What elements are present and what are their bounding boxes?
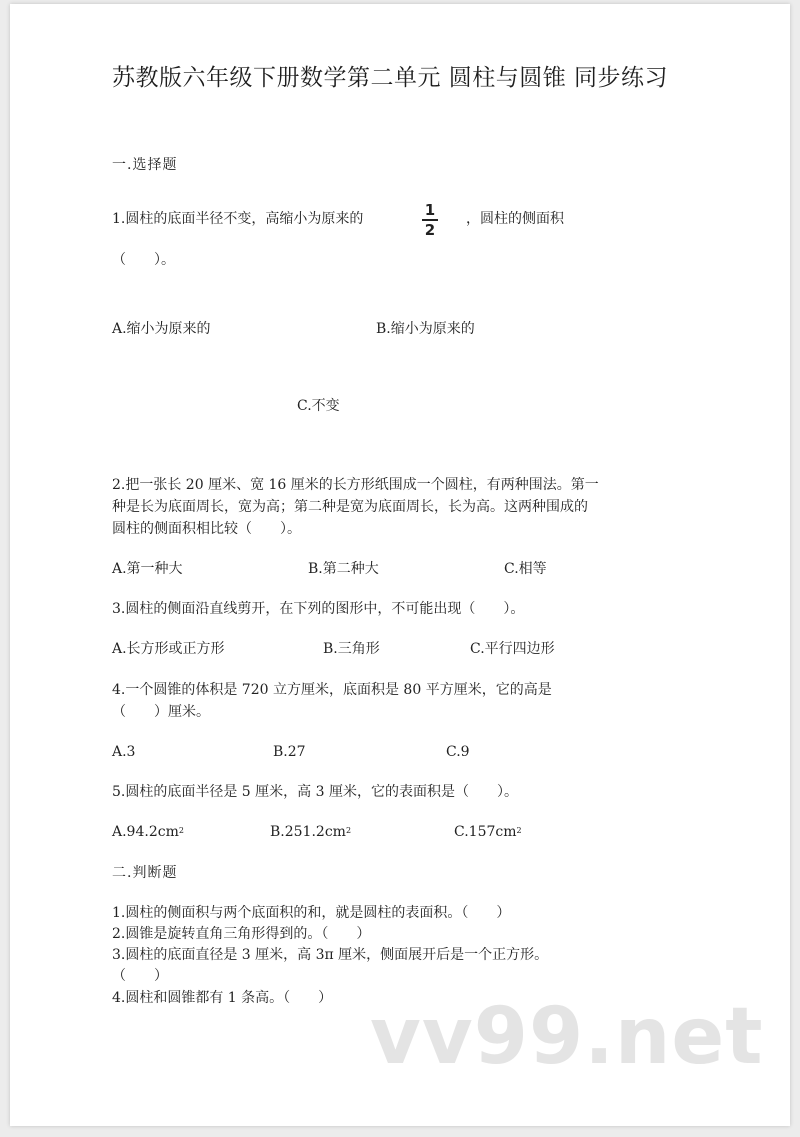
q1-option-a: A.缩小为原来的 — [112, 321, 211, 337]
q4-option-c: C.9 — [446, 744, 470, 760]
watermark: vv99.net — [370, 992, 764, 1082]
q4-line-2: （ ）厘米。 — [112, 704, 210, 720]
q1-option-c: C.不变 — [297, 398, 340, 414]
section-heading-judge: 二.判断题 — [112, 865, 178, 881]
j3-line-2: （ ） — [112, 968, 168, 984]
q1-fraction-numerator: 1 — [424, 201, 436, 219]
q4-line-1: 4.一个圆锥的体积是 720 立方厘米，底面积是 80 平方厘米，它的高是 — [112, 682, 552, 698]
j1-text: 1.圆柱的侧面积与两个底面积的和，就是圆柱的表面积。（ ） — [112, 905, 511, 921]
q5-option-b-text: B.251.2cm — [270, 824, 346, 840]
q4-option-a: A.3 — [112, 744, 136, 760]
q5-option-c-exponent: 2 — [516, 826, 522, 835]
q2-line-3: 圆柱的侧面积相比较（ ）。 — [112, 521, 301, 537]
q1-fraction-denominator: 2 — [424, 221, 436, 239]
q1-blank: （ ）。 — [112, 252, 175, 268]
q1-fraction — [420, 202, 440, 238]
q5-option-c-text: C.157cm — [454, 824, 517, 840]
q5-option-a — [112, 822, 184, 842]
q2-option-c: C.相等 — [504, 561, 547, 577]
q3-option-c: C.平行四边形 — [470, 641, 555, 657]
q4-option-b: B.27 — [273, 744, 306, 760]
j2-text: 2.圆锥是旋转直角三角形得到的。（ ） — [112, 926, 371, 942]
section-heading-choice: 一.选择题 — [112, 157, 178, 173]
j4-text: 4.圆柱和圆锥都有 1 条高。（ ） — [112, 990, 333, 1006]
q5-option-b-exponent: 2 — [345, 826, 352, 835]
q1-option-b: B.缩小为原来的 — [376, 321, 475, 337]
q2-option-b: B.第二种大 — [308, 561, 379, 577]
q2-line-2: 种是长为底面周长，宽为高；第二种是宽为底面周长，长为高。这两种围成的 — [112, 499, 588, 515]
j3-line-1: 3.圆柱的底面直径是 3 厘米，高 3π 厘米，侧面展开后是一个正方形。 — [112, 947, 549, 963]
q5-line-1: 5.圆柱的底面半径是 5 厘米，高 3 厘米，它的表面积是（ ）。 — [112, 784, 518, 800]
q5-option-c — [454, 822, 522, 842]
q5-option-b — [270, 822, 351, 842]
q1-text-after: ，圆柱的侧面积 — [466, 211, 564, 227]
q3-option-b: B.三角形 — [323, 641, 380, 657]
q3-option-a: A.长方形或正方形 — [112, 641, 225, 657]
q3-line-1: 3.圆柱的侧面沿直线剪开，在下列的图形中，不可能出现（ ）。 — [112, 601, 525, 617]
q2-option-a: A.第一种大 — [112, 561, 183, 577]
q2-line-1: 2.把一张长 20 厘米、宽 16 厘米的长方形纸围成一个圆柱，有两种围法。第一 — [112, 477, 599, 493]
page-title: 苏教版六年级下册数学第二单元 圆柱与圆锥 同步练习 — [111, 65, 669, 91]
q5-option-a-exponent: 2 — [178, 826, 184, 835]
q5-option-a-text: A.94.2cm — [112, 824, 179, 840]
q1-text: 1.圆柱的底面半径不变，高缩小为原来的 — [112, 211, 364, 227]
